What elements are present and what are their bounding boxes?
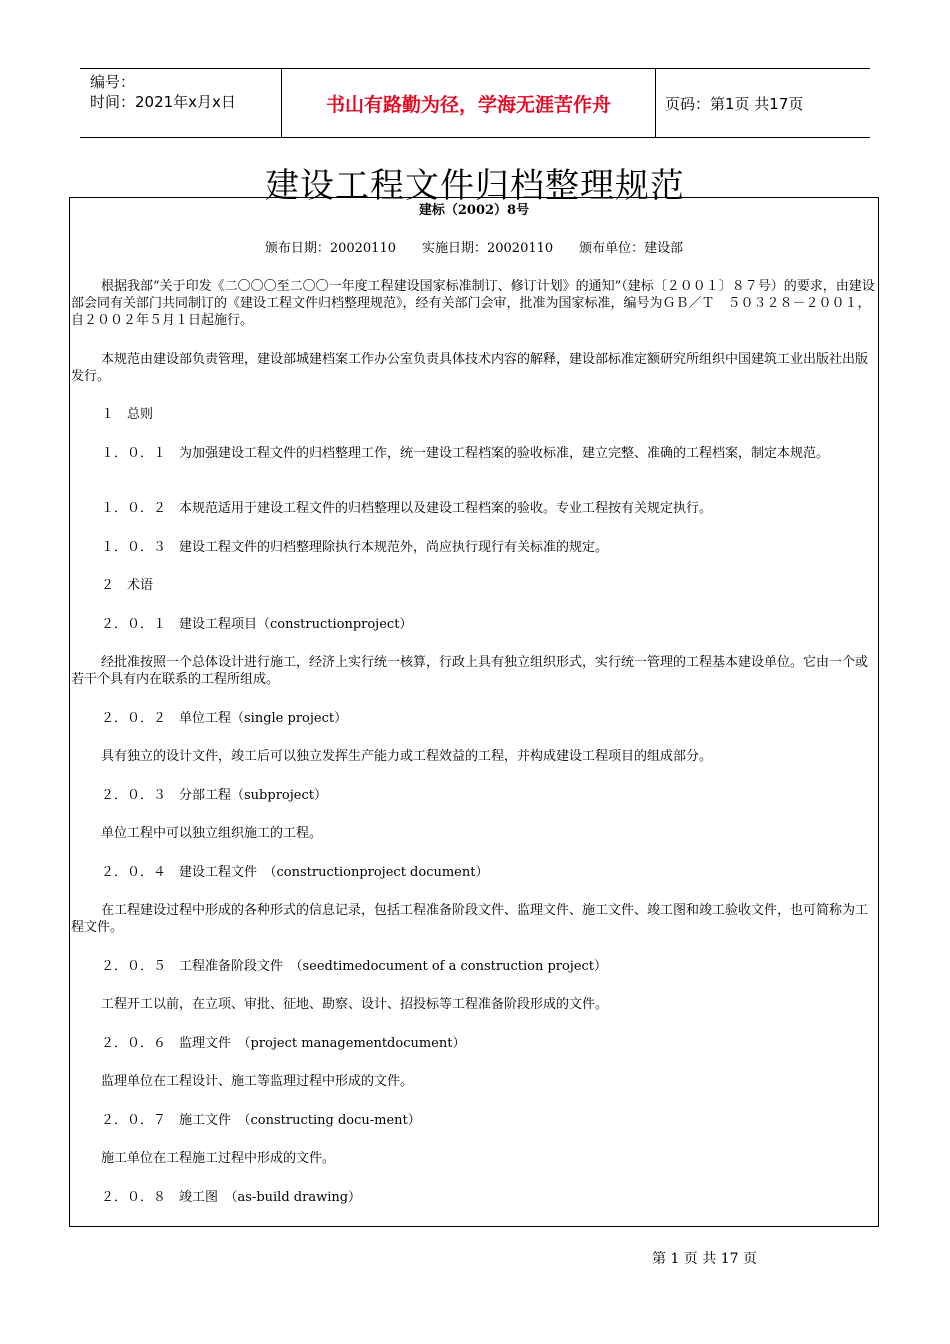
paragraph: 单位工程中可以独立组织施工的工程。 bbox=[101, 826, 323, 841]
term-heading: ２．０．３ 分部工程（subproject） bbox=[101, 788, 327, 803]
paragraph: 根据我部“关于印发《二〇〇〇至二〇〇一年度工程建设国家标准制订、修订计划》的通知”（建标〔２００１〕８７号）的要求，由建设部会同有关部门共同制订的《建设工程文件归档整理规范》，经有关部门会审，批准为国家标准，编号为ＧＢ／Ｔ ５０３２８－２００１，自２００２年５月１日起施行。 bbox=[71, 279, 875, 328]
term-heading: ２．０．７ 施工文件 （constructing docu-ment） bbox=[101, 1113, 421, 1128]
number-label: 编号： bbox=[90, 73, 136, 91]
page-info: 页码：第1页 共17页 bbox=[665, 94, 804, 113]
term-heading: ２．０．５ 工程准备阶段文件 （seedtimedocument of a construction project） bbox=[101, 959, 608, 974]
header-motto-cell bbox=[281, 69, 656, 137]
paragraph: 在工程建设过程中形成的各种形式的信息记录，包括工程准备阶段文件、监理文件、施工文件、竣工图和竣工验收文件，也可简称为工程文件。 bbox=[71, 903, 869, 935]
term-heading: ２．０．１ 建设工程项目（constructionproject） bbox=[101, 617, 413, 632]
term-heading: ２．０．８ 竣工图 （as-build drawing） bbox=[101, 1190, 362, 1205]
header-table bbox=[80, 68, 870, 138]
time-label: 时间：2021年x月x日 bbox=[90, 93, 236, 111]
paragraph: 监理单位在工程设计、施工等监理过程中形成的文件。 bbox=[101, 1074, 414, 1089]
motto-text: 书山有路勤为径，学海无涯苦作舟 bbox=[325, 93, 611, 116]
paragraph: １．０．２ 本规范适用于建设工程文件的归档整理以及建设工程档案的验收。专业工程按有关规定执行。 bbox=[101, 501, 713, 516]
term-heading: ２．０．６ 监理文件 （project managementdocument） bbox=[101, 1036, 466, 1051]
term-heading: ２．０．２ 单位工程（single project） bbox=[101, 711, 348, 726]
page-footer: 第 1 页 共 17 页 bbox=[652, 1251, 757, 1267]
paragraph: 工程开工以前，在立项、审批、征地、勘察、设计、招投标等工程准备阶段形成的文件。 bbox=[101, 997, 609, 1012]
paragraph: １．０．１ 为加强建设工程文件的归档整理工作，统一建设工程档案的验收标准，建立完整、准确的工程档案，制定本规范。 bbox=[101, 446, 830, 461]
paragraph: 具有独立的设计文件，竣工后可以独立发挥生产能力或工程效益的工程，并构成建设工程项目的组成部分。 bbox=[101, 749, 713, 764]
paragraph: 施工单位在工程施工过程中形成的文件。 bbox=[101, 1151, 336, 1166]
paragraph: 经批准按照一个总体设计进行施工，经济上实行统一核算，行政上具有独立组织形式，实行统一管理的工程基本建设单位。它由一个或若干个具有内在联系的工程所组成。 bbox=[71, 655, 869, 687]
paragraph: １．０．３ 建设工程文件的归档整理除执行本规范外，尚应执行现行有关标准的规定。 bbox=[101, 540, 609, 555]
publication-meta: 颁布日期：20020110 实施日期：20020110 颁布单位：建设部 bbox=[264, 241, 684, 256]
doc-number: 建标（2002）8号 bbox=[418, 203, 530, 218]
paragraph: 本规范由建设部负责管理，建设部城建档案工作办公室负责具体技术内容的解释，建设部标准定额研究所组织中国建筑工业出版社出版发行。 bbox=[71, 352, 869, 384]
term-heading: ２．０．４ 建设工程文件 （constructionproject document） bbox=[101, 865, 489, 880]
header-page-cell bbox=[655, 69, 870, 137]
section-heading: ２ 术语 bbox=[101, 578, 154, 593]
content-box bbox=[69, 197, 879, 1227]
document-title: 建设工程文件归档整理规范 bbox=[265, 166, 685, 206]
header-left-cell bbox=[80, 69, 281, 137]
section-heading: １ 总则 bbox=[101, 407, 154, 422]
